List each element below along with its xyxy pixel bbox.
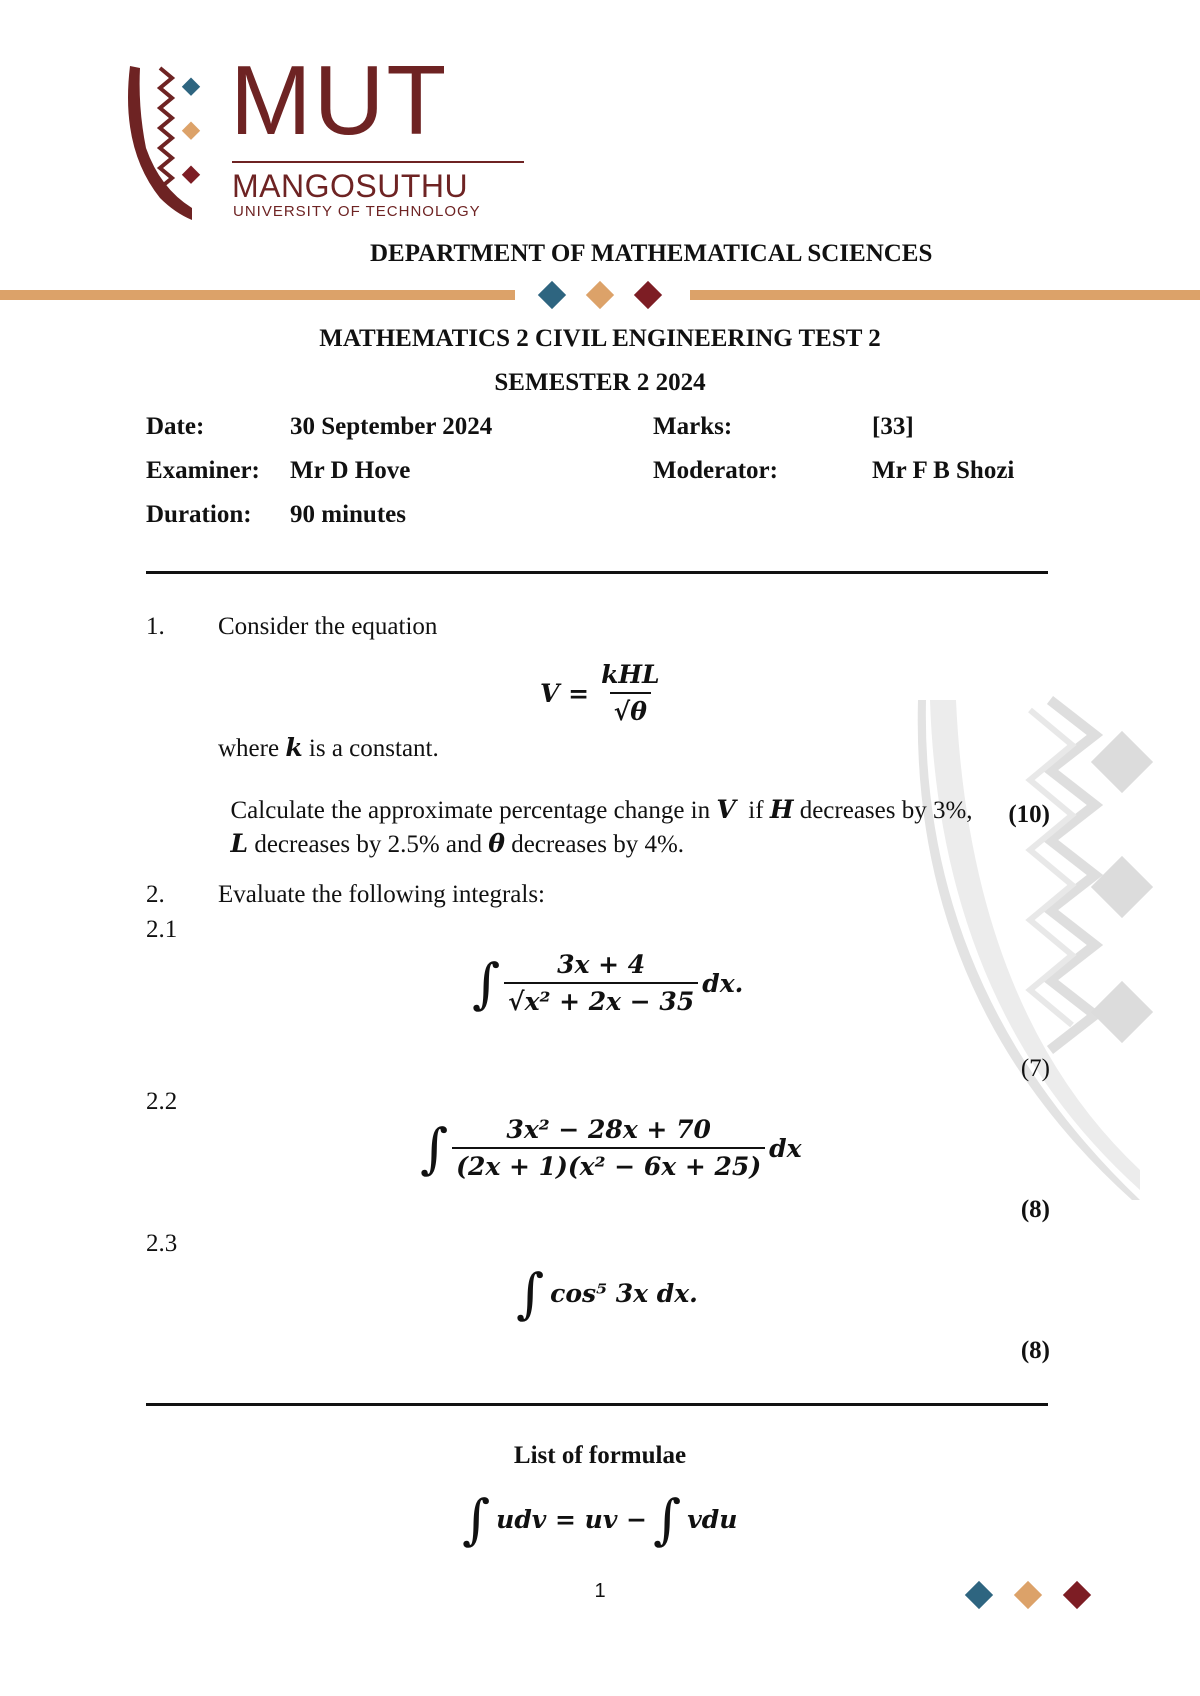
q1-equation: [540, 660, 664, 726]
q1-eq-lhs: V =: [540, 678, 590, 708]
q1-marks: (10): [1008, 801, 1050, 828]
q22-tail: dx: [769, 1133, 802, 1163]
q1-line2-h: H: [769, 795, 794, 824]
q1-number: 1.: [146, 613, 165, 640]
page-number: 1: [594, 1580, 606, 1602]
q21-integral: [472, 950, 743, 1016]
gold-diamond-icon: [586, 281, 614, 309]
q1-where-var: k: [285, 733, 303, 762]
examiner-label: Examiner:: [146, 457, 260, 484]
q1-where-pre: where: [218, 735, 286, 762]
moderator-label: Moderator:: [653, 457, 778, 484]
q1-line2-a: Calculate the approximate percentage change in: [230, 797, 717, 824]
q1-line3-b: decreases by 4%.: [504, 831, 685, 858]
q1-line2-c: decreases by 3%,: [793, 797, 973, 824]
header-band-right: [690, 290, 1200, 300]
q1-line3-a: decreases by 2.5% and: [248, 831, 489, 858]
formula-lhs: udv = uv −: [496, 1505, 648, 1534]
formula-rhs: vdu: [687, 1505, 738, 1534]
q1-decrease-line: [218, 801, 684, 859]
q1-intro: Consider the equation: [218, 613, 438, 640]
q21-numerator: 3x + 4: [557, 950, 646, 979]
divider-bottom: [146, 1403, 1048, 1406]
q22-denominator: (2x + 1)(x² − 6x + 25): [452, 1147, 765, 1181]
integral-sign-icon: ∫: [516, 1262, 545, 1325]
duration-label: Duration:: [146, 501, 252, 528]
logo-subtitle: UNIVERSITY OF TECHNOLOGY: [233, 203, 481, 220]
q23-expression: cos⁵ 3x dx.: [550, 1279, 698, 1308]
formulae-heading: List of formulae: [513, 1442, 687, 1469]
q1-line3-theta: θ: [488, 829, 505, 858]
q23-number: 2.3: [146, 1230, 178, 1257]
q22-integral: [420, 1115, 802, 1181]
department-title: DEPARTMENT OF MATHEMATICAL SCIENCES: [370, 240, 933, 267]
formula-integration-by-parts: [462, 1488, 737, 1551]
q23-marks: (8): [1020, 1337, 1050, 1364]
q1-where-post: is a constant.: [302, 735, 439, 762]
duration-value: 90 minutes: [290, 501, 406, 528]
integral-sign-icon: ∫: [653, 1488, 682, 1551]
q21-number: 2.1: [146, 916, 178, 943]
marks-value: [33]: [872, 413, 914, 440]
logo-emblem-icon: [120, 58, 210, 228]
divider-top: [146, 571, 1048, 574]
logo-name: MANGOSUTHU: [232, 168, 469, 204]
q23-integral: [516, 1262, 698, 1325]
red-diamond-icon: [634, 281, 662, 309]
q21-marks: (7): [1020, 1055, 1050, 1082]
q2-intro: Evaluate the following integrals:: [218, 881, 545, 908]
integral-sign-icon: ∫: [472, 951, 501, 1015]
semester: SEMESTER 2 2024: [494, 369, 706, 396]
marks-label: Marks:: [653, 413, 733, 440]
q1-line2-v: V: [716, 795, 736, 824]
logo-rule: [232, 161, 524, 163]
q1-line2-b: if: [735, 797, 770, 824]
date-value: 30 September 2024: [290, 413, 493, 440]
moderator-value: Mr F B Shozi: [872, 457, 1015, 484]
q21-denominator: √x² + 2x − 35: [504, 982, 698, 1016]
date-label: Date:: [146, 413, 205, 440]
q1-eq-numerator: kHL: [601, 660, 660, 689]
q22-numerator: 3x² − 28x + 70: [506, 1115, 711, 1144]
test-title: MATHEMATICS 2 CIVIL ENGINEERING TEST 2: [319, 325, 881, 352]
q21-tail: dx.: [702, 968, 744, 998]
examiner-value: Mr D Hove: [290, 457, 411, 484]
q1-line3-l: L: [230, 829, 249, 858]
q22-number: 2.2: [146, 1088, 178, 1115]
q1-eq-denominator: √θ: [610, 692, 651, 726]
q22-marks: (8): [1020, 1196, 1050, 1223]
header-band-left: [0, 290, 515, 300]
integral-sign-icon: ∫: [420, 1116, 449, 1180]
university-logo: [120, 45, 530, 228]
q1-where-line: [218, 733, 439, 763]
teal-diamond-icon: [538, 281, 566, 309]
q2-number: 2.: [146, 881, 165, 908]
integral-sign-icon: ∫: [462, 1488, 491, 1551]
logo-brand: MUT: [230, 45, 449, 155]
